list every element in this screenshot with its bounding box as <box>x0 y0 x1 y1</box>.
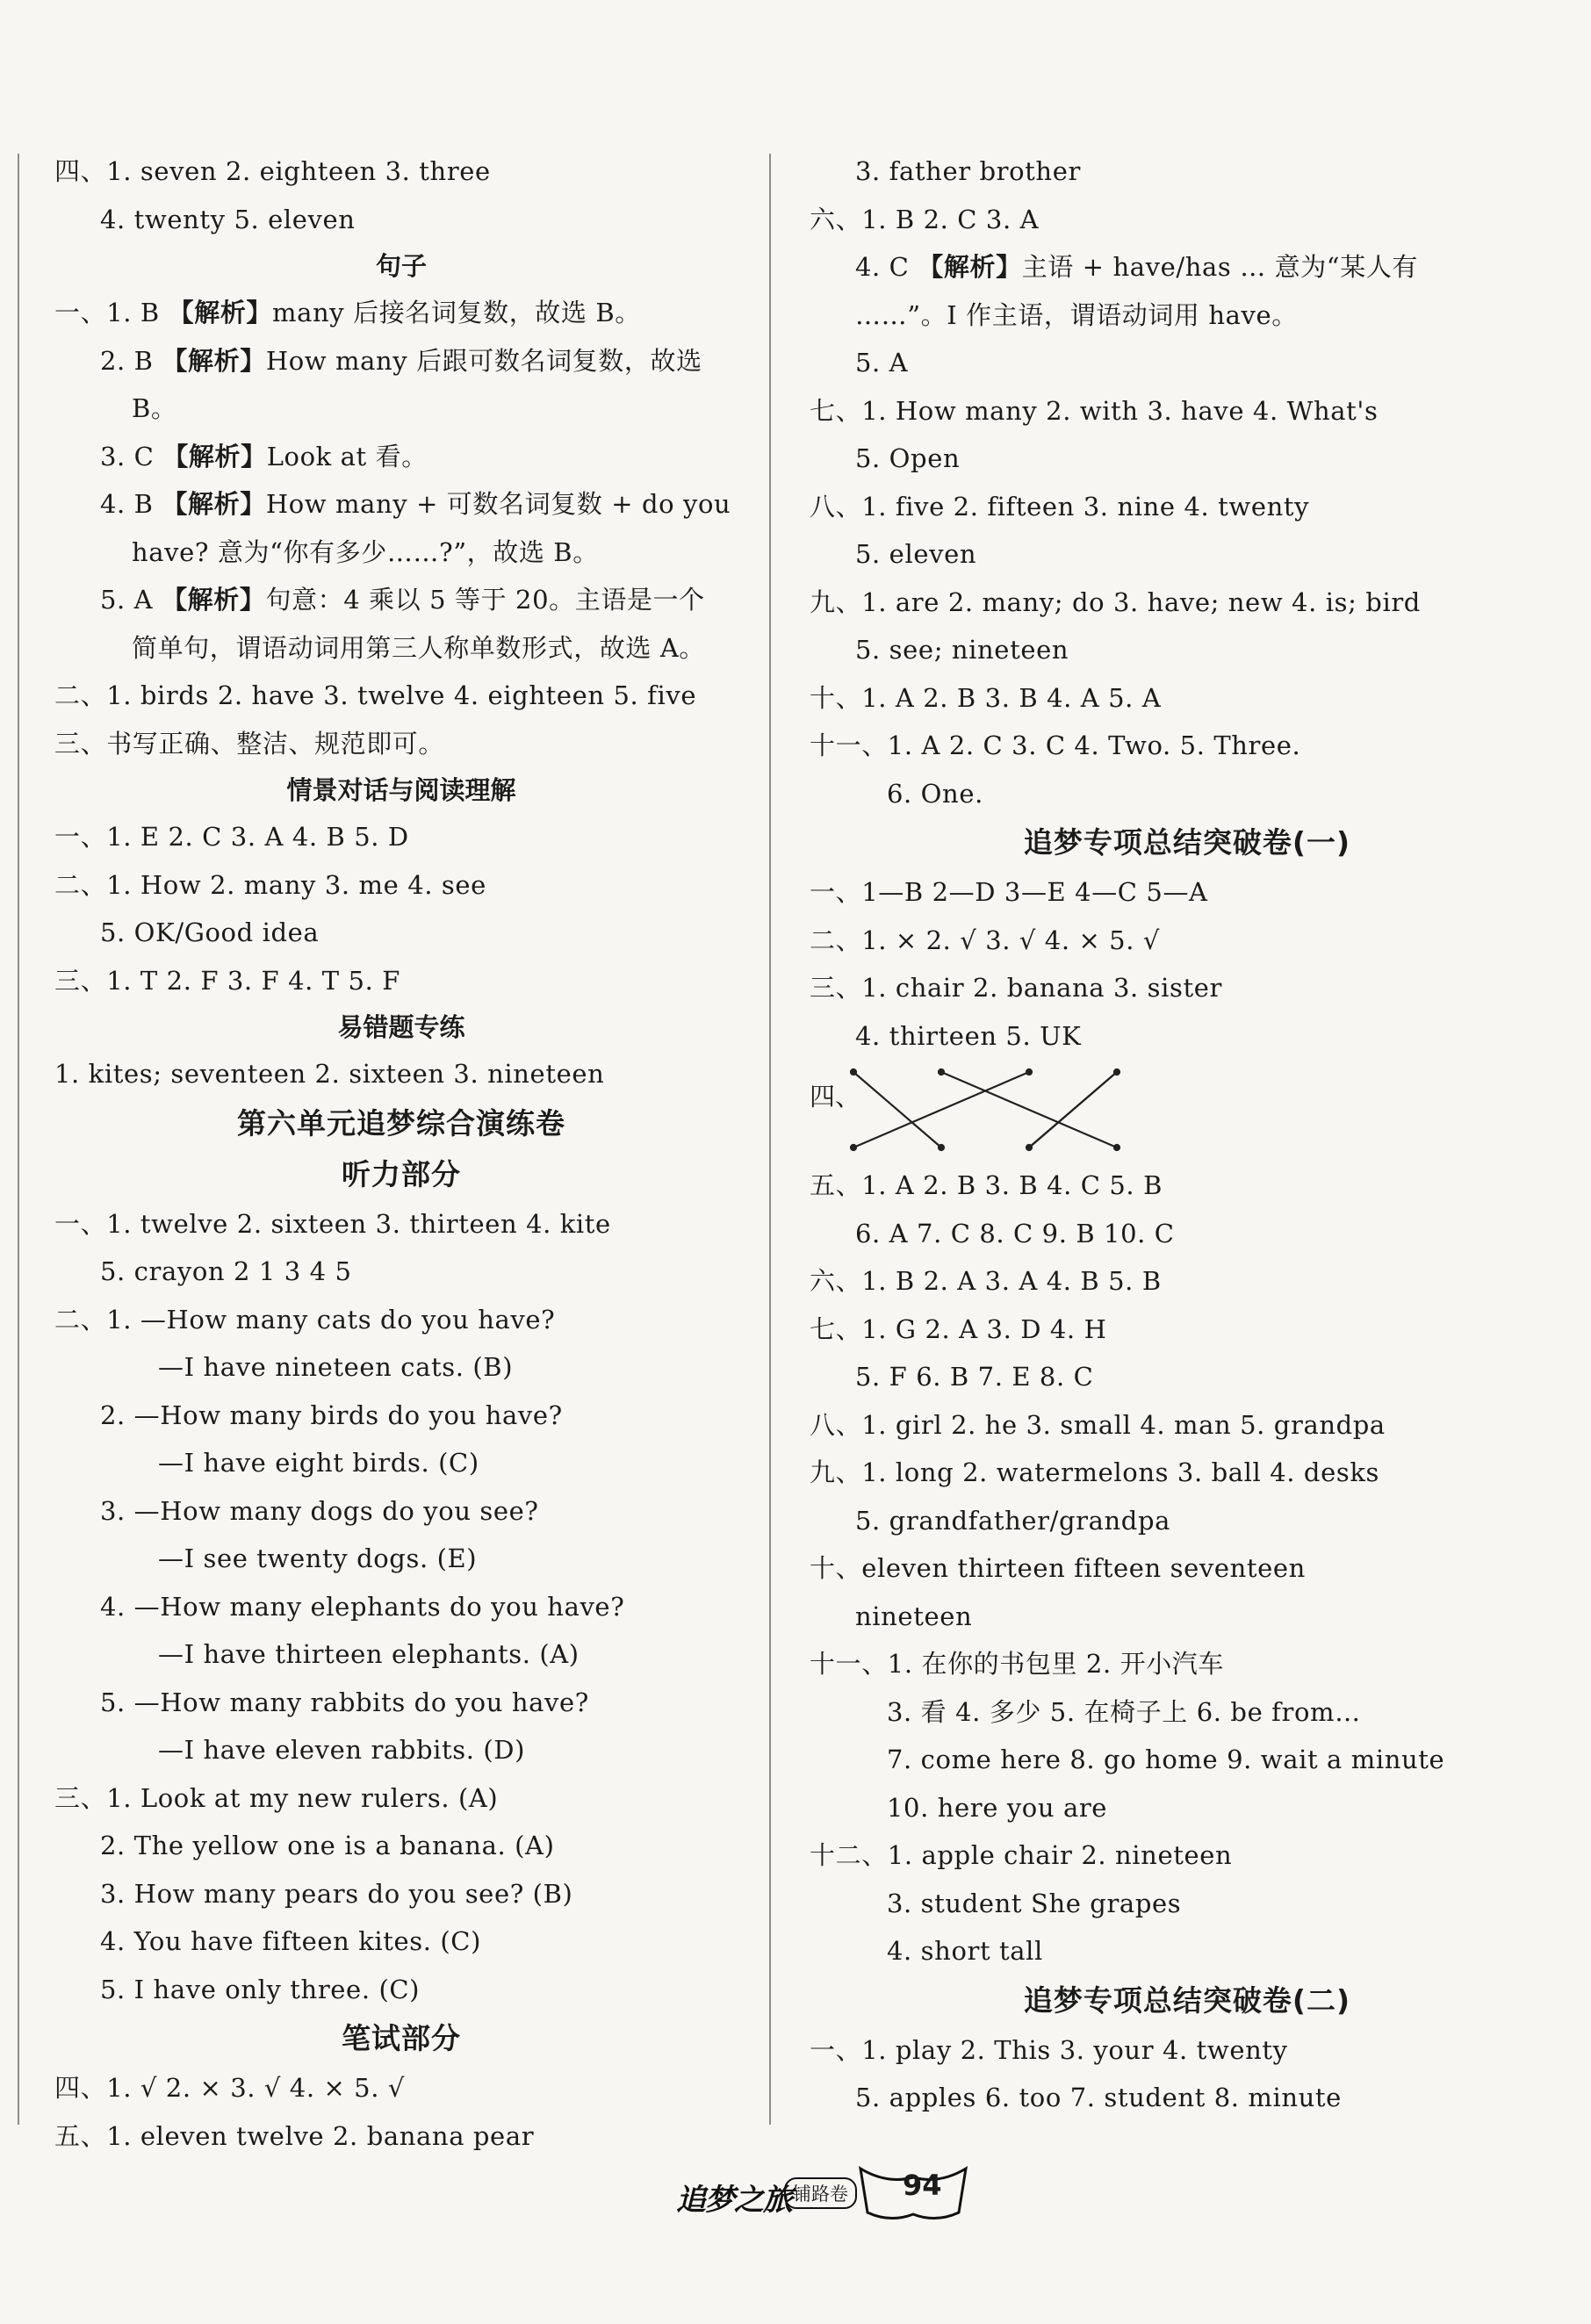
answer-line: —I have eleven rabbits. (D) <box>158 1735 526 1765</box>
answer-line: 三、1. T 2. F 3. F 4. T 5. F <box>54 965 400 996</box>
answer-line: 九、1. are 2. many; do 3. have; new 4. is; bird <box>810 586 1421 617</box>
answer-line: 二、1. × 2. √ 3. √ 4. × 5. √ <box>810 925 1160 955</box>
answer-line: 3. How many pears do you see? (B) <box>100 1878 573 1909</box>
answer-line: 5. A <box>855 348 909 378</box>
answer-line: 七、1. How many 2. with 3. have 4. What's <box>810 395 1379 426</box>
answer-line: 四、1. seven 2. eighteen 3. three <box>54 156 491 186</box>
answer-line: 八、1. five 2. fifteen 3. nine 4. twenty <box>810 491 1310 522</box>
answer-line: 4. —How many elephants do you have? <box>100 1591 625 1622</box>
answer-line: 5. —How many rabbits do you have? <box>100 1687 589 1717</box>
answer-line: 4. You have fifteen kites. (C) <box>100 1926 482 1956</box>
answer-line: 5. grandfather/grandpa <box>855 1505 1171 1536</box>
answer-line: 四、1. √ 2. × 3. √ 4. × 5. √ <box>54 2073 405 2103</box>
answer-number: 2. B <box>100 345 162 376</box>
answer-line: 3. student She grapes <box>887 1888 1182 1918</box>
match-line <box>941 1072 1117 1148</box>
analysis-text: 句意：4 乘以 5 等于 20。主语是一个 <box>265 585 705 615</box>
section-heading-dialog-reading: 情景对话与阅读理解 <box>286 775 516 805</box>
answer-line: have? 意为“你有多少……?”，故选 B。 <box>132 536 599 567</box>
answer-line <box>54 289 748 337</box>
answer-line: 三、1. chair 2. banana 3. sister <box>810 973 1222 1003</box>
answer-line: 五、1. eleven twelve 2. banana pear <box>54 2120 535 2151</box>
answer-line: 4. thirteen 5. UK <box>855 1020 1082 1051</box>
answer-line: 5. crayon 2 1 3 4 5 <box>100 1256 352 1286</box>
answer-line: 九、1. long 2. watermelons 3. ball 4. desks <box>810 1457 1379 1487</box>
matching-lines-diagram <box>845 1060 1213 1162</box>
answer-line: 三、书写正确、整洁、规范即可。 <box>54 728 445 759</box>
answer-line: 5. I have only three. (C) <box>100 1974 421 2004</box>
section-heading-review-1: 追梦专项总结突破卷(一) <box>1023 825 1351 860</box>
answer-line: 六、1. B 2. C 3. A <box>810 204 1040 234</box>
answer-line: 十一、1. 在你的书包里 2. 开小汽车 <box>810 1649 1224 1679</box>
brand-badge: 铺路卷 <box>784 2177 857 2209</box>
analysis-tag: 【解析】 <box>162 489 266 519</box>
answer-line: 2. The yellow one is a banana. (A) <box>100 1831 555 1860</box>
answer-line: 二、1. birds 2. have 3. twelve 4. eighteen 5. five <box>54 680 697 710</box>
answer-line <box>54 480 748 529</box>
column-divider <box>769 154 771 2125</box>
answer-line: 6. One. <box>887 778 983 809</box>
answer-line: 七、1. G 2. A 3. D 4. H <box>810 1313 1107 1344</box>
answer-line: 1. kites; seventeen 2. sixteen 3. nineteen <box>54 1059 605 1089</box>
answer-line: 简单句，谓语动词用第三人称单数形式，故选 A。 <box>132 632 705 663</box>
answer-line <box>810 243 1565 291</box>
answer-number: 4. B <box>100 489 162 519</box>
answer-line: 十二、1. apple chair 2. nineteen <box>810 1840 1233 1870</box>
page-footer <box>0 2153 1591 2249</box>
answer-line: 一、1. twelve 2. sixteen 3. thirteen 4. kite <box>54 1208 611 1239</box>
answer-line: 3. father brother <box>855 156 1081 186</box>
answer-line: 5. eleven <box>855 539 977 569</box>
answer-line: 5. F 6. B 7. E 8. C <box>855 1362 1094 1392</box>
brand-logo: 追梦之旅 <box>676 2183 792 2218</box>
answer-line: —I have nineteen cats. (B) <box>158 1352 514 1382</box>
analysis-text: How many 后跟可数名词复数，故选 <box>265 345 702 376</box>
left-column <box>54 147 748 2160</box>
analysis-tag: 【解析】 <box>918 252 1022 282</box>
answer-line: 2. —How many birds do you have? <box>100 1399 563 1430</box>
answer-number: 3. C <box>100 441 163 471</box>
analysis-text: many 后接名词复数，故选 B。 <box>272 298 641 327</box>
answer-line: 10. here you are <box>887 1792 1108 1823</box>
answer-line: 5. see; nineteen <box>855 635 1069 665</box>
left-margin-rule <box>18 154 19 2125</box>
answer-line: 7. come here 8. go home 9. wait a minute <box>887 1745 1445 1774</box>
analysis-tag: 【解析】 <box>168 298 273 327</box>
answer-line: 十一、1. A 2. C 3. C 4. Two. 5. Three. <box>810 730 1301 760</box>
section-heading-listening: 听力部分 <box>342 1156 461 1191</box>
answer-line: 5. Open <box>855 443 961 473</box>
match-line <box>853 1072 941 1148</box>
answer-line: 5. apples 6. too 7. student 8. minute <box>855 2083 1342 2112</box>
answer-line <box>54 337 748 385</box>
matching-answer <box>810 1060 1565 1162</box>
analysis-text: How many + 可数名词复数 + do you <box>265 489 731 519</box>
right-column <box>810 147 1565 2122</box>
answer-line: 十、1. A 2. B 3. B 4. A 5. A <box>810 682 1162 713</box>
answer-line: ……”。I 作主语，谓语动词用 have。 <box>855 299 1298 330</box>
answer-number: 4. C <box>855 252 918 282</box>
answer-line: 4. short tall <box>887 1936 1043 1966</box>
answer-line: 一、1. play 2. This 3. your 4. twenty <box>810 2034 1288 2065</box>
answer-line: 6. A 7. C 8. C 9. B 10. C <box>855 1218 1175 1248</box>
question-label: 四、 <box>810 1082 861 1112</box>
match-line <box>853 1072 1029 1148</box>
answer-number: 一、1. B <box>54 298 169 327</box>
answer-line: —I have thirteen elephants. (A) <box>158 1639 580 1669</box>
answer-line: 六、1. B 2. A 3. A 4. B 5. B <box>810 1266 1162 1296</box>
answer-line: 一、1. E 2. C 3. A 4. B 5. D <box>54 822 409 852</box>
answer-line: 三、1. Look at my new rulers. (A) <box>54 1782 499 1813</box>
analysis-tag: 【解析】 <box>162 585 266 615</box>
answer-line: 二、1. —How many cats do you have? <box>54 1304 556 1335</box>
answer-line: 五、1. A 2. B 3. B 4. C 5. B <box>810 1170 1163 1200</box>
match-line <box>1029 1072 1117 1148</box>
answer-line: —I see twenty dogs. (E) <box>158 1543 478 1573</box>
section-heading-unit6: 第六单元追梦综合演练卷 <box>237 1105 565 1140</box>
answer-line: 3. —How many dogs do you see? <box>100 1495 539 1526</box>
answer-line: —I have eight birds. (C) <box>158 1448 479 1478</box>
analysis-tag: 【解析】 <box>162 441 267 471</box>
answer-line: 十、eleven thirteen fifteen seventeen <box>810 1553 1306 1583</box>
answer-line: B。 <box>132 393 177 423</box>
section-heading-sentence: 句子 <box>375 251 427 281</box>
answer-line: nineteen <box>855 1601 973 1631</box>
answer-line <box>54 433 748 481</box>
analysis-text: 主语 + have/has … 意为“某人有 <box>1021 252 1419 282</box>
answer-line: 5. OK/Good idea <box>100 917 320 947</box>
page-number: 94 <box>903 2169 942 2202</box>
answer-line: 二、1. How 2. many 3. me 4. see <box>54 869 486 900</box>
answer-line: 3. 看 4. 多少 5. 在椅子上 6. be from… <box>887 1696 1361 1727</box>
section-heading-written: 笔试部分 <box>342 2021 461 2055</box>
answer-line <box>54 576 748 624</box>
section-heading-error-practice: 易错题专练 <box>337 1012 465 1042</box>
answer-number: 5. A <box>100 585 162 615</box>
answer-line: 八、1. girl 2. he 3. small 4. man 5. grandpa <box>810 1409 1386 1440</box>
analysis-text: Look at 看。 <box>266 441 428 471</box>
section-heading-review-2: 追梦专项总结突破卷(二) <box>1023 1982 1351 2018</box>
answer-line: 一、1—B 2—D 3—E 4—C 5—A <box>810 877 1208 907</box>
analysis-tag: 【解析】 <box>162 345 266 376</box>
answer-line: 4. twenty 5. eleven <box>100 204 356 234</box>
